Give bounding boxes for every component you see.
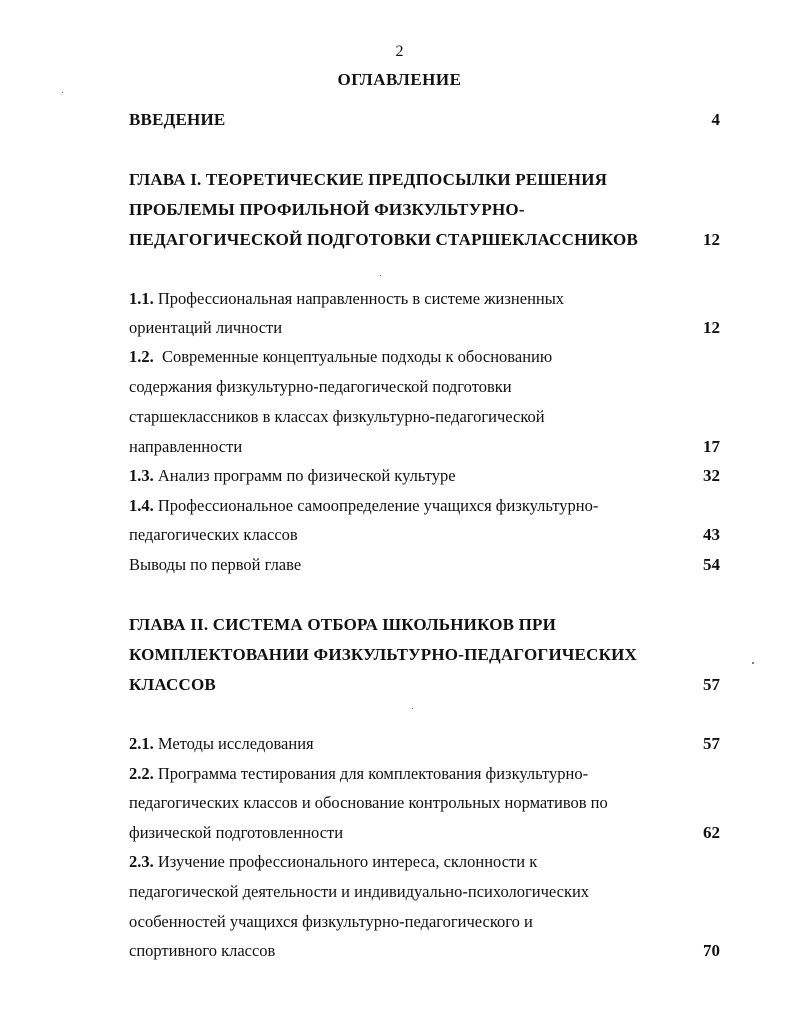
toc-entry-intro-label: ВВЕДЕНИЕ (129, 110, 226, 129)
section-1-2-line-3: старшеклассников в классах физкультурно-педагогической (129, 407, 545, 426)
chapter1-page: 12 (703, 230, 720, 249)
scan-speck (62, 92, 63, 93)
section-1-4-line-1 (129, 491, 598, 521)
section-1-3-number: 1.3. (129, 466, 154, 485)
section-2-2-line-2: педагогических классов и обоснование контрольных нормативов по (129, 793, 608, 812)
section-1-3-text: Анализ программ по физической культуре (157, 466, 456, 485)
section-2-1-number: 2.1. (129, 734, 154, 753)
section-2-3-text: Изучение профессионального интереса, склонности к (157, 852, 538, 871)
chapter1-title-line-1: ГЛАВА I. ТЕОРЕТИЧЕСКИЕ ПРЕДПОСЫЛКИ РЕШЕНИЯ (129, 170, 608, 189)
section-1-4-line-2: педагогических классов (129, 525, 298, 544)
section-1-1-text: Профессиональная направленность в системе жизненных (157, 289, 565, 308)
section-2-2-text: Программа тестирования для комплектования физкультурно- (157, 764, 589, 783)
section-1-2-page: 17 (703, 437, 720, 456)
section-1-3-page: 32 (703, 466, 720, 485)
section-1-4-number: 1.4. (129, 496, 154, 515)
section-1-1-line-1 (129, 284, 564, 314)
chapter1-title-line-2: ПРОБЛЕМЫ ПРОФИЛЬНОЙ ФИЗКУЛЬТУРНО- (129, 200, 525, 219)
section-1-2-line-4: направленности (129, 437, 243, 456)
chapter1-conclusion-page: 54 (703, 555, 720, 574)
toc-title: ОГЛАВЛЕНИЕ (337, 70, 462, 89)
section-2-3-line-4: спортивного классов (129, 941, 276, 960)
chapter2-title-line-3: КЛАССОВ (129, 675, 216, 694)
section-2-2-line-3: физической подготовленности (129, 823, 344, 842)
chapter1-conclusion-label: Выводы по первой главе (129, 555, 302, 574)
scan-speck (412, 708, 413, 709)
section-2-2-number: 2.2. (129, 764, 154, 783)
section-2-3-line-3: особенностей учащихся физкультурно-педагогического и (129, 912, 533, 931)
section-1-1-page: 12 (703, 318, 720, 337)
scan-speck (752, 662, 754, 664)
section-2-1-text: Методы исследования (157, 734, 314, 753)
section-2-2-page: 62 (703, 823, 720, 842)
section-2-3-line-2: педагогической деятельности и индивидуально-психологических (129, 882, 590, 901)
scan-speck (380, 275, 381, 276)
section-2-1-page: 57 (703, 734, 720, 753)
section-1-2-line-2: содержания физкультурно-педагогической подготовки (129, 377, 512, 396)
section-1-1-line-2: ориентаций личности (129, 318, 283, 337)
section-2-3-page: 70 (703, 941, 720, 960)
section-1-2-line-1 (129, 342, 552, 372)
chapter2-title-line-2: КОМПЛЕКТОВАНИИ ФИЗКУЛЬТУРНО-ПЕДАГОГИЧЕСКИХ (129, 645, 637, 664)
section-1-4-text: Профессиональное самоопределение учащихся физкультурно- (157, 496, 599, 515)
section-2-3-line-1 (129, 847, 537, 877)
section-2-1-line-1 (129, 729, 314, 759)
toc-entry-intro-page: 4 (711, 110, 720, 129)
section-1-2-number: 1.2. (129, 347, 154, 366)
section-1-4-page: 43 (703, 525, 720, 544)
chapter2-page: 57 (703, 675, 720, 694)
page-number: 2 (395, 43, 404, 60)
section-1-3-line-1 (129, 461, 456, 491)
chapter2-title-line-1: ГЛАВА II. СИСТЕМА ОТБОРА ШКОЛЬНИКОВ ПРИ (129, 615, 557, 634)
section-2-3-number: 2.3. (129, 852, 154, 871)
section-2-2-line-1 (129, 759, 588, 789)
section-1-2-text: Современные концептуальные подходы к обоснованию (162, 347, 553, 366)
chapter1-title-line-3: ПЕДАГОГИЧЕСКОЙ ПОДГОТОВКИ СТАРШЕКЛАССНИКОВ (129, 230, 638, 249)
section-1-1-number: 1.1. (129, 289, 154, 308)
